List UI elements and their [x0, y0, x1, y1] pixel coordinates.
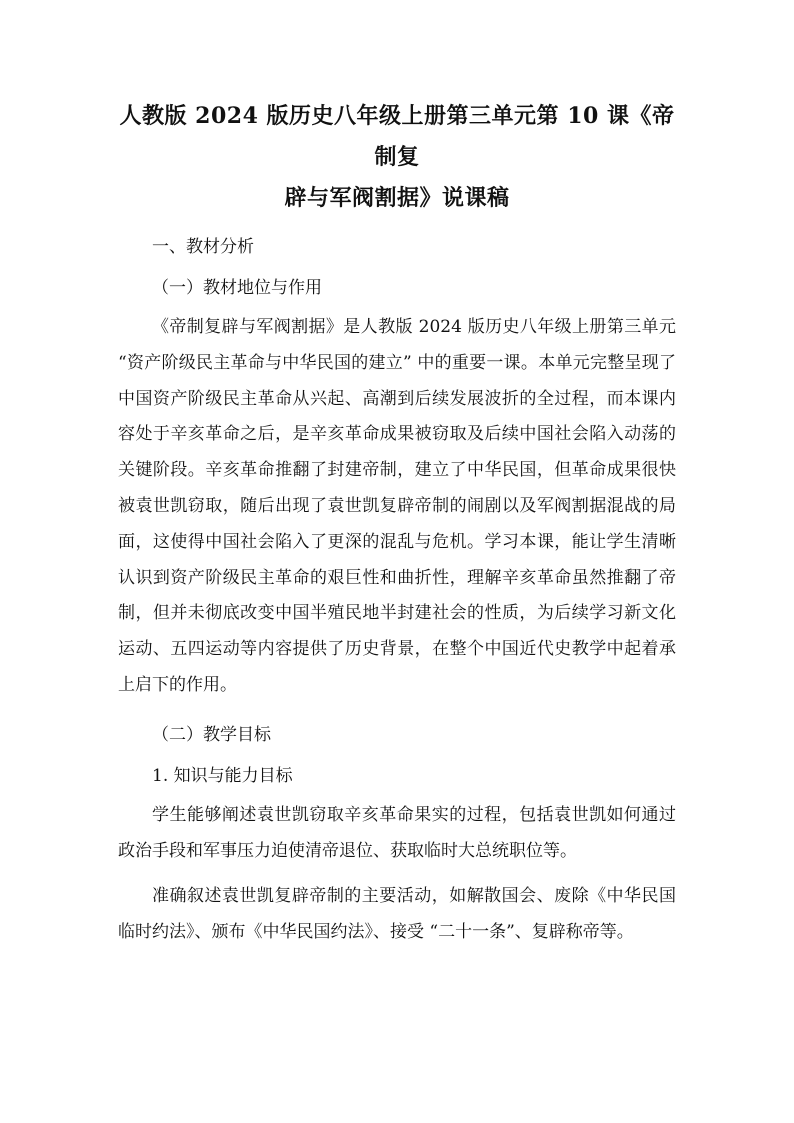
paragraph-textbook-position: 《帝制复辟与军阀割据》是人教版 2024 版历史八年级上册第三单元 “资产阶级民主革命与中华民国的建立” 中的重要一课。本单元完整呈现了中国资产阶级民主革命从兴起、高潮到后续发展波折的全过程，而本课内容处于辛亥革命之后，是辛亥革命成果被窃取及后续中国社会陷入动荡的关键阶段。辛亥革命推翻了封建帝制，建立了中华民国，但革命成果很快被袁世凯窃取，随后出现了袁世凯复辟帝制的闹剧以及军阀割据混战的局面，这使得中国社会陷入了更深的混乱与危机。学习本课，能让学生清晰认识到资产阶级民主革命的艰巨性和曲折性，理解辛亥革命虽然推翻了帝制，但并未彻底改变中国半殖民地半封建社会的性质，为后续学习新文化运动、五四运动等内容提供了历史背景，在整个中国近代史教学中起着承上启下的作用。 — [118, 317, 676, 695]
section-heading-textbook-analysis: 一、教材分析 — [152, 237, 254, 257]
subsection-heading-teaching-goals: （二）教学目标 — [152, 724, 271, 745]
goal-heading-knowledge-ability: 1. 知识与能力目标 — [152, 765, 293, 786]
title-line-2: 辟与军阀割据》说课稿 — [284, 185, 510, 211]
document-title — [118, 96, 676, 219]
title-line-1: 人教版 2024 版历史八年级上册第三单元第 10 课《帝制复 — [119, 103, 675, 170]
subsection-heading-textbook-position: （一）教材地位与作用 — [152, 278, 322, 298]
paragraph-goal-1: 学生能够阐述袁世凯窃取辛亥革命果实的过程，包括袁世凯如何通过政治手段和军事压力迫使清帝退位、获取临时大总统职位等。 — [118, 804, 676, 861]
paragraph-goal-2: 准确叙述袁世凯复辟帝制的主要活动，如解散国会、废除《中华民国临时约法》、颁布《中华民国约法》、接受 “二十一条”、复辟称帝等。 — [118, 886, 676, 943]
